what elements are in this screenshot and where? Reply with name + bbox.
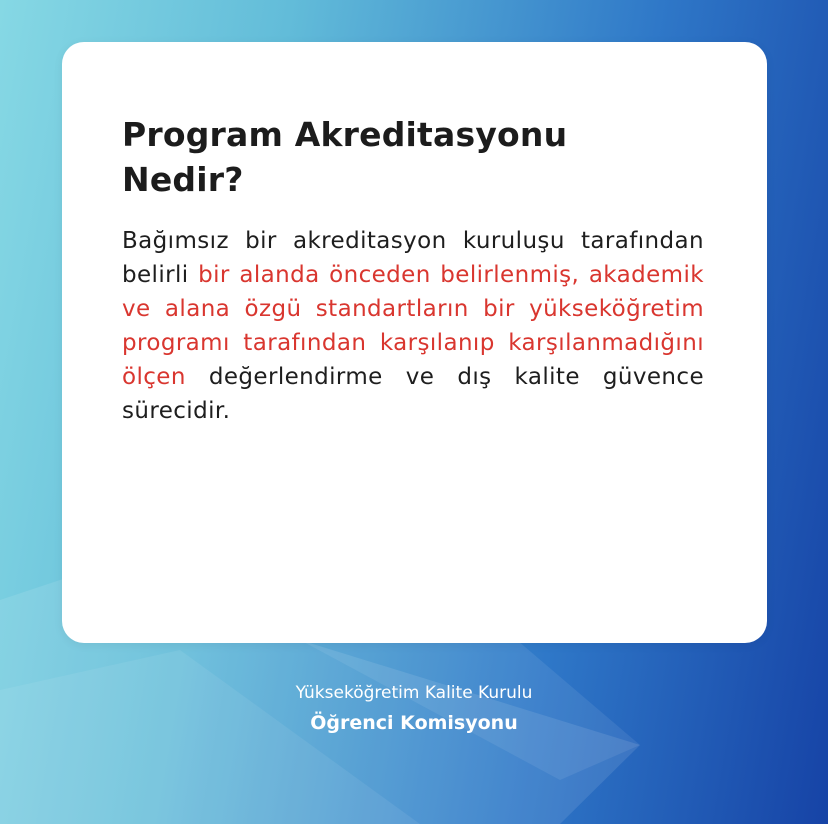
footer-committee: Öğrenci Komisyonu — [310, 712, 518, 734]
body-text-outro: değerlendirme ve dış kalite güvence sürecidir. — [122, 364, 704, 424]
body-text-highlight: bir alanda önceden belirlenmiş, akademik ve alana özgü standartların bir yükseköğretim programı tarafından karşılanıp karşılanmadığını ölçen — [122, 262, 704, 390]
card-body-text — [122, 224, 704, 428]
footer-organization: Yükseköğretim Kalite Kurulu — [295, 683, 533, 703]
footer — [0, 678, 828, 738]
info-card — [62, 42, 767, 643]
body-text-intro: Bağımsız bir akreditasyon kuruluşu tarafından belirli — [122, 228, 704, 288]
card-title: Program Akreditasyonu Nedir? — [122, 115, 568, 199]
